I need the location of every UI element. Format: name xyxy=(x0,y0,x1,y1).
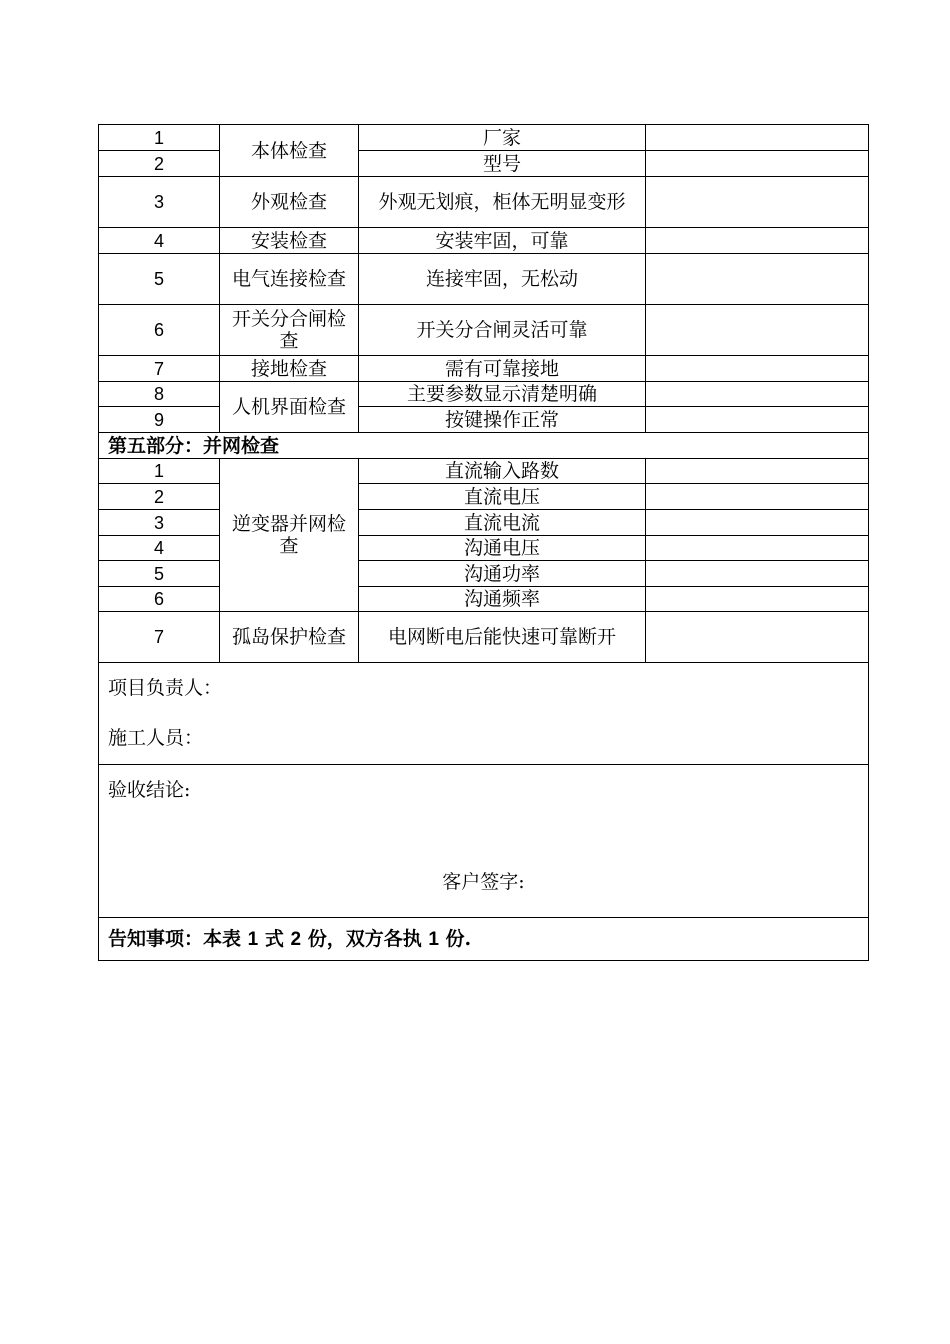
row-number: 8 xyxy=(99,382,220,407)
notice-row xyxy=(99,918,869,961)
category-cell: 电气连接检查 xyxy=(220,254,359,305)
row-number: 3 xyxy=(99,177,220,228)
row-number: 7 xyxy=(99,612,220,663)
row-number: 7 xyxy=(99,356,220,382)
result-cell[interactable] xyxy=(646,228,869,254)
table-row xyxy=(99,228,869,254)
check-item: 直流输入路数 xyxy=(359,459,646,484)
table-row xyxy=(99,510,869,536)
category-cell: 逆变器并网检查 xyxy=(220,459,359,612)
table-row xyxy=(99,459,869,484)
result-cell[interactable] xyxy=(646,254,869,305)
table-row xyxy=(99,407,869,433)
row-number: 9 xyxy=(99,407,220,433)
result-cell[interactable] xyxy=(646,510,869,536)
inspection-form-table xyxy=(98,124,869,961)
check-item: 型号 xyxy=(359,151,646,177)
row-number: 6 xyxy=(99,305,220,356)
table-row xyxy=(99,254,869,305)
category-cell: 孤岛保护检查 xyxy=(220,612,359,663)
notice-cell xyxy=(99,918,869,961)
result-cell[interactable] xyxy=(646,356,869,382)
table-row xyxy=(99,484,869,510)
table-row xyxy=(99,561,869,587)
check-item: 直流电流 xyxy=(359,510,646,536)
result-cell[interactable] xyxy=(646,177,869,228)
result-cell[interactable] xyxy=(646,587,869,612)
result-cell[interactable] xyxy=(646,382,869,407)
row-number: 5 xyxy=(99,561,220,587)
notice-text: 式 xyxy=(264,927,284,950)
section-title: 第五部分：并网检查 xyxy=(99,433,869,459)
customer-signature-label: 客户签字: xyxy=(442,871,525,893)
check-item: 外观无划痕，柜体无明显变形 xyxy=(359,177,646,228)
check-item: 沟通功率 xyxy=(359,561,646,587)
row-number: 2 xyxy=(99,484,220,510)
result-cell[interactable] xyxy=(646,561,869,587)
row-number: 5 xyxy=(99,254,220,305)
row-number: 6 xyxy=(99,587,220,612)
table-row xyxy=(99,587,869,612)
result-cell[interactable] xyxy=(646,459,869,484)
conclusion-label: 验收结论: xyxy=(108,779,191,801)
notice-text: 份，双方各执 xyxy=(307,927,422,950)
check-item: 厂家 xyxy=(359,125,646,151)
table-row xyxy=(99,612,869,663)
result-cell[interactable] xyxy=(646,407,869,433)
category-cell: 外观检查 xyxy=(220,177,359,228)
table-row xyxy=(99,125,869,151)
table-row xyxy=(99,382,869,407)
result-cell[interactable] xyxy=(646,484,869,510)
notice-number: 1 xyxy=(247,928,259,950)
result-cell[interactable] xyxy=(646,536,869,561)
check-item: 开关分合闸灵活可靠 xyxy=(359,305,646,356)
category-cell: 开关分合闸检查 xyxy=(220,305,359,356)
category-cell: 接地检查 xyxy=(220,356,359,382)
notice-prefix: 告知事项：本表 xyxy=(108,927,242,950)
table-row xyxy=(99,536,869,561)
category-cell: 安装检查 xyxy=(220,228,359,254)
check-item: 安装牢固，可靠 xyxy=(359,228,646,254)
check-item: 电网断电后能快速可靠断开 xyxy=(359,612,646,663)
table-row xyxy=(99,177,869,228)
check-item: 沟通电压 xyxy=(359,536,646,561)
table-row xyxy=(99,305,869,356)
check-item: 直流电压 xyxy=(359,484,646,510)
row-number: 2 xyxy=(99,151,220,177)
check-item: 需有可靠接地 xyxy=(359,356,646,382)
check-item: 沟通频率 xyxy=(359,587,646,612)
conclusion-row xyxy=(99,765,869,918)
table-row xyxy=(99,356,869,382)
row-number: 3 xyxy=(99,510,220,536)
personnel-cell xyxy=(99,663,869,765)
row-number: 4 xyxy=(99,536,220,561)
row-number: 4 xyxy=(99,228,220,254)
notice-suffix: 份. xyxy=(445,927,472,950)
table-row xyxy=(99,151,869,177)
row-number: 1 xyxy=(99,459,220,484)
category-cell: 人机界面检查 xyxy=(220,382,359,433)
result-cell[interactable] xyxy=(646,125,869,151)
check-item: 连接牢固，无松动 xyxy=(359,254,646,305)
category-cell: 本体检查 xyxy=(220,125,359,177)
notice-number: 2 xyxy=(290,928,302,950)
result-cell[interactable] xyxy=(646,612,869,663)
constructor-label: 施工人员： xyxy=(108,727,204,749)
result-cell[interactable] xyxy=(646,151,869,177)
project-lead-label: 项目负责人： xyxy=(108,677,223,699)
section-header-row xyxy=(99,433,869,459)
personnel-row xyxy=(99,663,869,765)
result-cell[interactable] xyxy=(646,305,869,356)
notice-number: 1 xyxy=(428,928,439,950)
conclusion-cell xyxy=(99,765,869,918)
check-item: 按键操作正常 xyxy=(359,407,646,433)
row-number: 1 xyxy=(99,125,220,151)
check-item: 主要参数显示清楚明确 xyxy=(359,382,646,407)
